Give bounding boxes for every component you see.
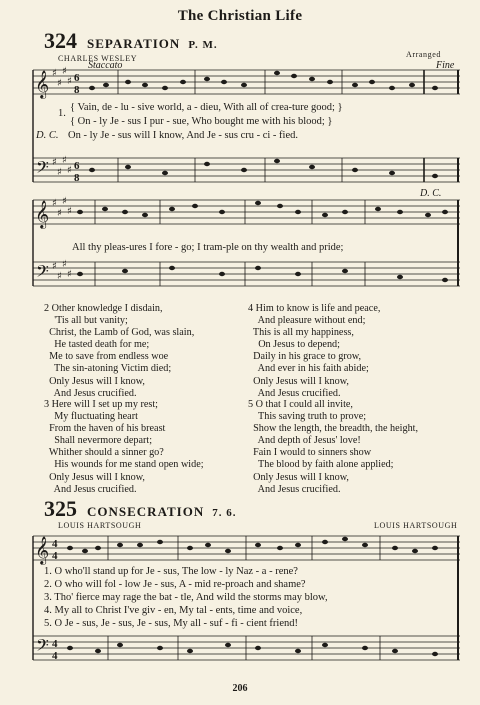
svg-text:𝄞: 𝄞 xyxy=(35,536,50,564)
svg-text:4: 4 xyxy=(52,638,58,650)
svg-text:♯: ♯ xyxy=(57,78,62,89)
svg-text:♯: ♯ xyxy=(52,198,57,209)
lyric-line-1: { Vain, de - lu - sive world, a - dieu, With all of crea-ture good; } xyxy=(70,102,343,113)
svg-text:𝄢: 𝄢 xyxy=(36,635,49,659)
hymn-325-heading xyxy=(44,496,236,522)
tempo-marking: Staccato xyxy=(88,60,123,71)
svg-text:6: 6 xyxy=(74,160,80,172)
hymn-arranger: Arranged xyxy=(406,50,442,59)
verse-4: 4 Him to know is life and peace, And pleasure without end; This is all my happiness, On Jesus to depend; Daily in his grace to grow, And ever in his faith abide; Only Jesus will I know, And Jesus crucified. xyxy=(248,303,381,399)
verse-2: 2 Other knowledge I disdain, 'Tis all but vanity; Christ, the Lamb of God, was slain, He tasted death for me; Me to save from endless woe The sin-atoning Victim died; Only Jesus will I know, And Jesus crucified. xyxy=(44,303,195,399)
lyric-325-1: 1. O who'll stand up for Je - sus, The low - ly Naz - a - rene? xyxy=(44,566,298,577)
hymn-composer: LOUIS HARTSOUGH xyxy=(374,521,458,530)
svg-text:♯: ♯ xyxy=(62,155,67,166)
svg-text:♯: ♯ xyxy=(57,271,62,282)
hymn-author: CHARLES WESLEY xyxy=(58,54,138,63)
hymn-title: CONSECRATION xyxy=(87,504,205,519)
svg-text:♯: ♯ xyxy=(67,165,72,176)
svg-text:♯: ♯ xyxy=(62,66,67,77)
svg-text:8: 8 xyxy=(74,84,80,96)
svg-text:𝄢: 𝄢 xyxy=(36,261,49,285)
lyric-325-5: 5. O Je - sus, Je - sus, Je - sus, My all - suf - fi - cient friend! xyxy=(44,618,298,629)
hymn-number: 325 xyxy=(44,496,77,521)
hymn-meter: 7. 6. xyxy=(212,507,237,519)
fine-marking: Fine xyxy=(436,60,455,71)
svg-text:6: 6 xyxy=(74,72,80,84)
hymn-number: 324 xyxy=(44,28,77,53)
key-signatures xyxy=(52,66,72,282)
svg-text:8: 8 xyxy=(74,172,80,184)
lyric-line-dc: On - ly Je - sus will I know, And Je - sus cru - ci - fied. xyxy=(68,130,298,141)
dc-label: D. C. xyxy=(420,188,442,199)
svg-text:♯: ♯ xyxy=(52,157,57,168)
page-header: The Christian Life xyxy=(177,8,303,24)
hymn-meter: P. M. xyxy=(188,39,218,51)
hymn-author: LOUIS HARTSOUGH xyxy=(58,521,142,530)
svg-text:♯: ♯ xyxy=(57,208,62,219)
hymn-title: SEPARATION xyxy=(87,36,181,51)
dc-marker: D. C. xyxy=(36,130,59,141)
svg-text:♯: ♯ xyxy=(62,196,67,207)
svg-text:♯: ♯ xyxy=(52,68,57,79)
verse-3: 3 Here will I set up my rest; My fluctuating heart From the haven of his breast Shall nevermore depart; Whither should a sinner go? His wounds for me stand open wide; Only Jesus will I know, And Jesus crucified. xyxy=(44,399,204,495)
svg-text:𝄞: 𝄞 xyxy=(35,70,50,98)
svg-text:𝄞: 𝄞 xyxy=(35,200,50,228)
svg-text:♯: ♯ xyxy=(52,261,57,272)
page-number: 206 xyxy=(232,683,248,694)
svg-text:4: 4 xyxy=(52,550,58,562)
lyric-325-3: 3. Tho' fierce may rage the bat - tle, And wild the storms may blow, xyxy=(44,592,328,603)
lyric-325-4: 4. My all to Christ I've giv - en, My tal - ents, time and voice, xyxy=(44,605,303,616)
svg-text:♯: ♯ xyxy=(67,269,72,280)
verse-marker: 1. xyxy=(58,108,66,119)
svg-text:♯: ♯ xyxy=(67,206,72,217)
lyric-325-2: 2. O who will fol - low Je - sus, A - mid re-proach and shame? xyxy=(44,579,306,590)
svg-text:♯: ♯ xyxy=(62,259,67,270)
lyric-line-3: All thy pleas-ures I fore - go; I tram-ple on thy wealth and pride; xyxy=(72,242,344,253)
svg-text:♯: ♯ xyxy=(67,76,72,87)
svg-text:4: 4 xyxy=(52,538,58,550)
svg-text:♯: ♯ xyxy=(57,167,62,178)
svg-text:𝄢: 𝄢 xyxy=(36,157,49,181)
verse-5: 5 O that I could all invite, This saving truth to prove; Show the length, the breadth, the height, And depth of Jesus' love! Fain I would to sinners show The blood by faith alone applied; Only Jesus will I know, And Jesus crucified. xyxy=(248,399,419,495)
lyric-line-2: { On - ly Je - sus I pur - sue, Who bought me with his blood; } xyxy=(70,116,333,127)
svg-text:4: 4 xyxy=(52,650,58,662)
